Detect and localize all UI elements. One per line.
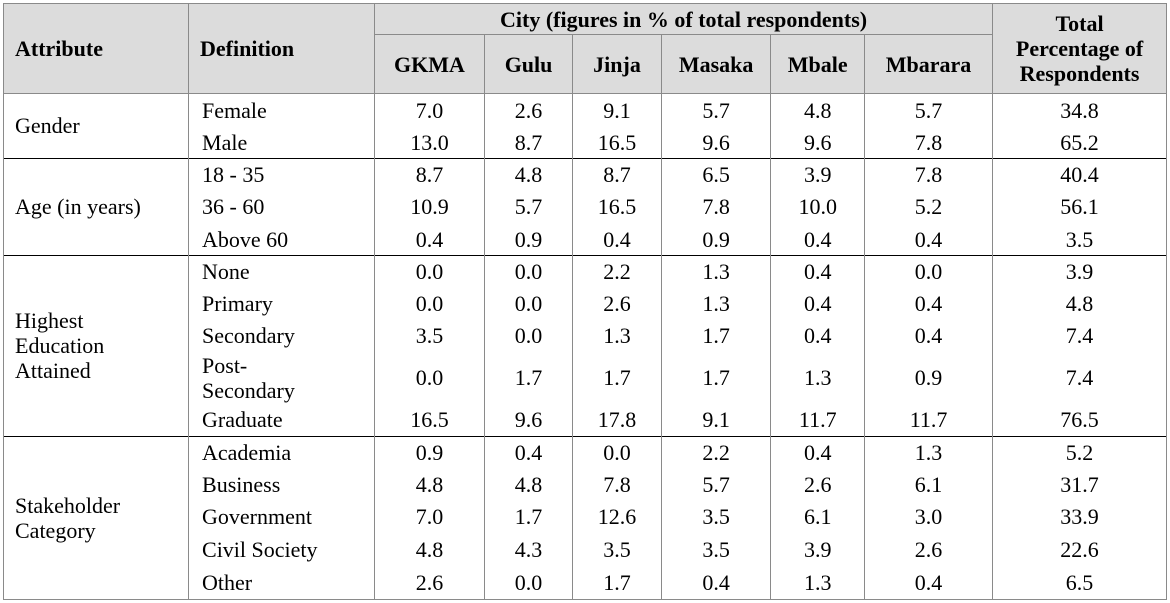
- definition-cell: [189, 158, 375, 190]
- definition-line: Academia: [202, 440, 292, 466]
- respondents-table: [3, 3, 1167, 600]
- total-cell: 4.8: [993, 287, 1167, 319]
- definition-line: Graduate: [202, 407, 283, 433]
- value-cell-masaka: 2.2: [661, 437, 771, 469]
- attribute-line: Category: [15, 518, 96, 544]
- value-cell-jinja: 0.4: [573, 223, 661, 255]
- value-cell-mbale: 0.4: [771, 319, 865, 352]
- value-cell-mbale: 1.3: [771, 352, 865, 404]
- value-cell-gulu: 4.8: [484, 469, 572, 501]
- value-cell-gulu: 1.7: [484, 352, 572, 404]
- value-cell-mbale: 0.4: [771, 255, 865, 287]
- value-cell-mbarara: 0.4: [865, 287, 993, 319]
- definition-cell: [189, 287, 375, 319]
- attribute-line: Gender: [15, 113, 80, 139]
- total-cell: 33.9: [993, 500, 1167, 533]
- header-city-mbale: Mbale: [771, 35, 865, 94]
- value-cell-jinja: 3.5: [573, 533, 661, 565]
- value-cell-masaka: 3.5: [661, 500, 771, 533]
- value-cell-masaka: 5.7: [661, 94, 771, 127]
- value-cell-masaka: 1.3: [661, 255, 771, 287]
- value-cell-jinja: 7.8: [573, 469, 661, 501]
- value-cell-masaka: 9.1: [661, 404, 771, 437]
- definition-line: Secondary: [202, 377, 295, 403]
- value-cell-jinja: 1.3: [573, 319, 661, 352]
- total-cell: 76.5: [993, 404, 1167, 437]
- definition-line: Male: [202, 129, 248, 155]
- value-cell-jinja: 12.6: [573, 500, 661, 533]
- value-cell-masaka: 0.9: [661, 223, 771, 255]
- value-cell-mbale: 0.4: [771, 223, 865, 255]
- value-cell-gkma: 0.9: [375, 437, 485, 469]
- definition-line: Post-: [202, 352, 248, 378]
- definition-line: Secondary: [202, 323, 295, 349]
- value-cell-masaka: 9.6: [661, 126, 771, 158]
- total-cell: 5.2: [993, 437, 1167, 469]
- value-cell-jinja: 2.2: [573, 255, 661, 287]
- table-row: [4, 437, 1167, 469]
- definition-cell: [189, 500, 375, 533]
- value-cell-jinja: 1.7: [573, 565, 661, 599]
- total-cell: 3.5: [993, 223, 1167, 255]
- value-cell-mbale: 6.1: [771, 500, 865, 533]
- value-cell-mbarara: 7.8: [865, 126, 993, 158]
- value-cell-gulu: 2.6: [484, 94, 572, 127]
- value-cell-gulu: 0.9: [484, 223, 572, 255]
- total-cell: 22.6: [993, 533, 1167, 565]
- attribute-cell: [4, 437, 189, 600]
- definition-line: Above 60: [202, 226, 289, 252]
- value-cell-mbarara: 6.1: [865, 469, 993, 501]
- total-cell: 7.4: [993, 319, 1167, 352]
- definition-line: Government: [202, 504, 312, 530]
- definition-cell: [189, 319, 375, 352]
- definition-cell: [189, 255, 375, 287]
- value-cell-gkma: 0.0: [375, 352, 485, 404]
- header-city-group: City (figures in % of total respondents): [375, 4, 993, 35]
- value-cell-jinja: 0.0: [573, 437, 661, 469]
- definition-cell: [189, 437, 375, 469]
- value-cell-mbarara: 0.0: [865, 255, 993, 287]
- value-cell-gulu: 0.0: [484, 319, 572, 352]
- value-cell-masaka: 1.7: [661, 352, 771, 404]
- value-cell-jinja: 16.5: [573, 190, 661, 223]
- value-cell-masaka: 1.7: [661, 319, 771, 352]
- value-cell-mbale: 4.8: [771, 94, 865, 127]
- definition-cell: [189, 94, 375, 127]
- value-cell-gulu: 0.4: [484, 437, 572, 469]
- header-city-masaka: Masaka: [661, 35, 771, 94]
- header-definition: Definition: [189, 4, 375, 94]
- value-cell-mbale: 0.4: [771, 287, 865, 319]
- table-row: [4, 94, 1167, 127]
- header-total: [993, 4, 1167, 94]
- value-cell-mbale: 1.3: [771, 565, 865, 599]
- value-cell-mbarara: 1.3: [865, 437, 993, 469]
- table-row: [4, 158, 1167, 190]
- total-cell: 6.5: [993, 565, 1167, 599]
- definition-cell: [189, 404, 375, 437]
- value-cell-gulu: 1.7: [484, 500, 572, 533]
- value-cell-mbarara: 5.7: [865, 94, 993, 127]
- value-cell-mbale: 0.4: [771, 437, 865, 469]
- definition-line: None: [202, 258, 250, 284]
- header-city-jinja: Jinja: [573, 35, 661, 94]
- table-row: [4, 255, 1167, 287]
- value-cell-mbale: 2.6: [771, 469, 865, 501]
- attribute-cell: [4, 94, 189, 159]
- total-cell: 31.7: [993, 469, 1167, 501]
- definition-line: Other: [202, 569, 253, 595]
- header-total-line: Total: [1055, 11, 1104, 36]
- attribute-line: Stakeholder: [15, 493, 121, 519]
- value-cell-jinja: 16.5: [573, 126, 661, 158]
- table-header: [4, 4, 1167, 94]
- definition-line: Civil Society: [202, 536, 318, 562]
- value-cell-mbarara: 0.4: [865, 319, 993, 352]
- value-cell-gkma: 4.8: [375, 469, 485, 501]
- value-cell-gkma: 10.9: [375, 190, 485, 223]
- value-cell-mbarara: 5.2: [865, 190, 993, 223]
- value-cell-masaka: 3.5: [661, 533, 771, 565]
- attribute-line: Age (in years): [15, 194, 141, 220]
- header-city-gulu: Gulu: [484, 35, 572, 94]
- value-cell-mbarara: 11.7: [865, 404, 993, 437]
- header-city-gkma: GKMA: [375, 35, 485, 94]
- value-cell-gulu: 9.6: [484, 404, 572, 437]
- value-cell-gkma: 4.8: [375, 533, 485, 565]
- value-cell-gulu: 0.0: [484, 255, 572, 287]
- definition-line: 18 - 35: [202, 162, 265, 188]
- value-cell-jinja: 1.7: [573, 352, 661, 404]
- attribute-cell: [4, 255, 189, 436]
- attribute-line: Highest: [15, 308, 84, 334]
- value-cell-gkma: 16.5: [375, 404, 485, 437]
- header-total-line: Respondents: [1019, 61, 1140, 86]
- value-cell-mbale: 11.7: [771, 404, 865, 437]
- definition-cell: [189, 533, 375, 565]
- value-cell-jinja: 8.7: [573, 158, 661, 190]
- value-cell-mbale: 3.9: [771, 533, 865, 565]
- definition-cell: [189, 126, 375, 158]
- value-cell-gkma: 0.0: [375, 287, 485, 319]
- value-cell-jinja: 9.1: [573, 94, 661, 127]
- value-cell-masaka: 1.3: [661, 287, 771, 319]
- definition-line: 36 - 60: [202, 194, 265, 220]
- value-cell-mbarara: 0.4: [865, 223, 993, 255]
- definition-line: Female: [202, 97, 267, 123]
- value-cell-masaka: 6.5: [661, 158, 771, 190]
- value-cell-gkma: 0.0: [375, 255, 485, 287]
- definition-cell: [189, 565, 375, 599]
- attribute-line: Education: [15, 333, 105, 359]
- value-cell-mbarara: 7.8: [865, 158, 993, 190]
- value-cell-gkma: 0.4: [375, 223, 485, 255]
- total-cell: 56.1: [993, 190, 1167, 223]
- value-cell-gulu: 8.7: [484, 126, 572, 158]
- definition-cell: [189, 352, 375, 404]
- total-cell: 40.4: [993, 158, 1167, 190]
- value-cell-gkma: 7.0: [375, 500, 485, 533]
- value-cell-mbarara: 2.6: [865, 533, 993, 565]
- header-city-mbarara: Mbarara: [865, 35, 993, 94]
- header-total-line: Percentage of: [1015, 36, 1144, 61]
- definition-cell: [189, 223, 375, 255]
- value-cell-gkma: 8.7: [375, 158, 485, 190]
- attribute-cell: [4, 158, 189, 255]
- value-cell-gulu: 4.8: [484, 158, 572, 190]
- value-cell-masaka: 7.8: [661, 190, 771, 223]
- value-cell-gulu: 0.0: [484, 287, 572, 319]
- value-cell-gulu: 4.3: [484, 533, 572, 565]
- value-cell-mbale: 10.0: [771, 190, 865, 223]
- definition-line: Primary: [202, 290, 273, 316]
- value-cell-gkma: 13.0: [375, 126, 485, 158]
- value-cell-gulu: 0.0: [484, 565, 572, 599]
- value-cell-masaka: 5.7: [661, 469, 771, 501]
- value-cell-gkma: 3.5: [375, 319, 485, 352]
- table-body: [4, 94, 1167, 600]
- definition-line: Business: [202, 471, 281, 497]
- definition-cell: [189, 469, 375, 501]
- value-cell-mbarara: 0.4: [865, 565, 993, 599]
- definition-cell: [189, 190, 375, 223]
- total-cell: 65.2: [993, 126, 1167, 158]
- value-cell-gkma: 7.0: [375, 94, 485, 127]
- value-cell-gkma: 2.6: [375, 565, 485, 599]
- value-cell-mbale: 9.6: [771, 126, 865, 158]
- value-cell-gulu: 5.7: [484, 190, 572, 223]
- value-cell-jinja: 17.8: [573, 404, 661, 437]
- value-cell-masaka: 0.4: [661, 565, 771, 599]
- value-cell-mbarara: 3.0: [865, 500, 993, 533]
- total-cell: 7.4: [993, 352, 1167, 404]
- value-cell-mbale: 3.9: [771, 158, 865, 190]
- attribute-line: Attained: [15, 358, 91, 384]
- total-cell: 34.8: [993, 94, 1167, 127]
- value-cell-jinja: 2.6: [573, 287, 661, 319]
- header-attribute: Attribute: [4, 4, 189, 94]
- total-cell: 3.9: [993, 255, 1167, 287]
- value-cell-mbarara: 0.9: [865, 352, 993, 404]
